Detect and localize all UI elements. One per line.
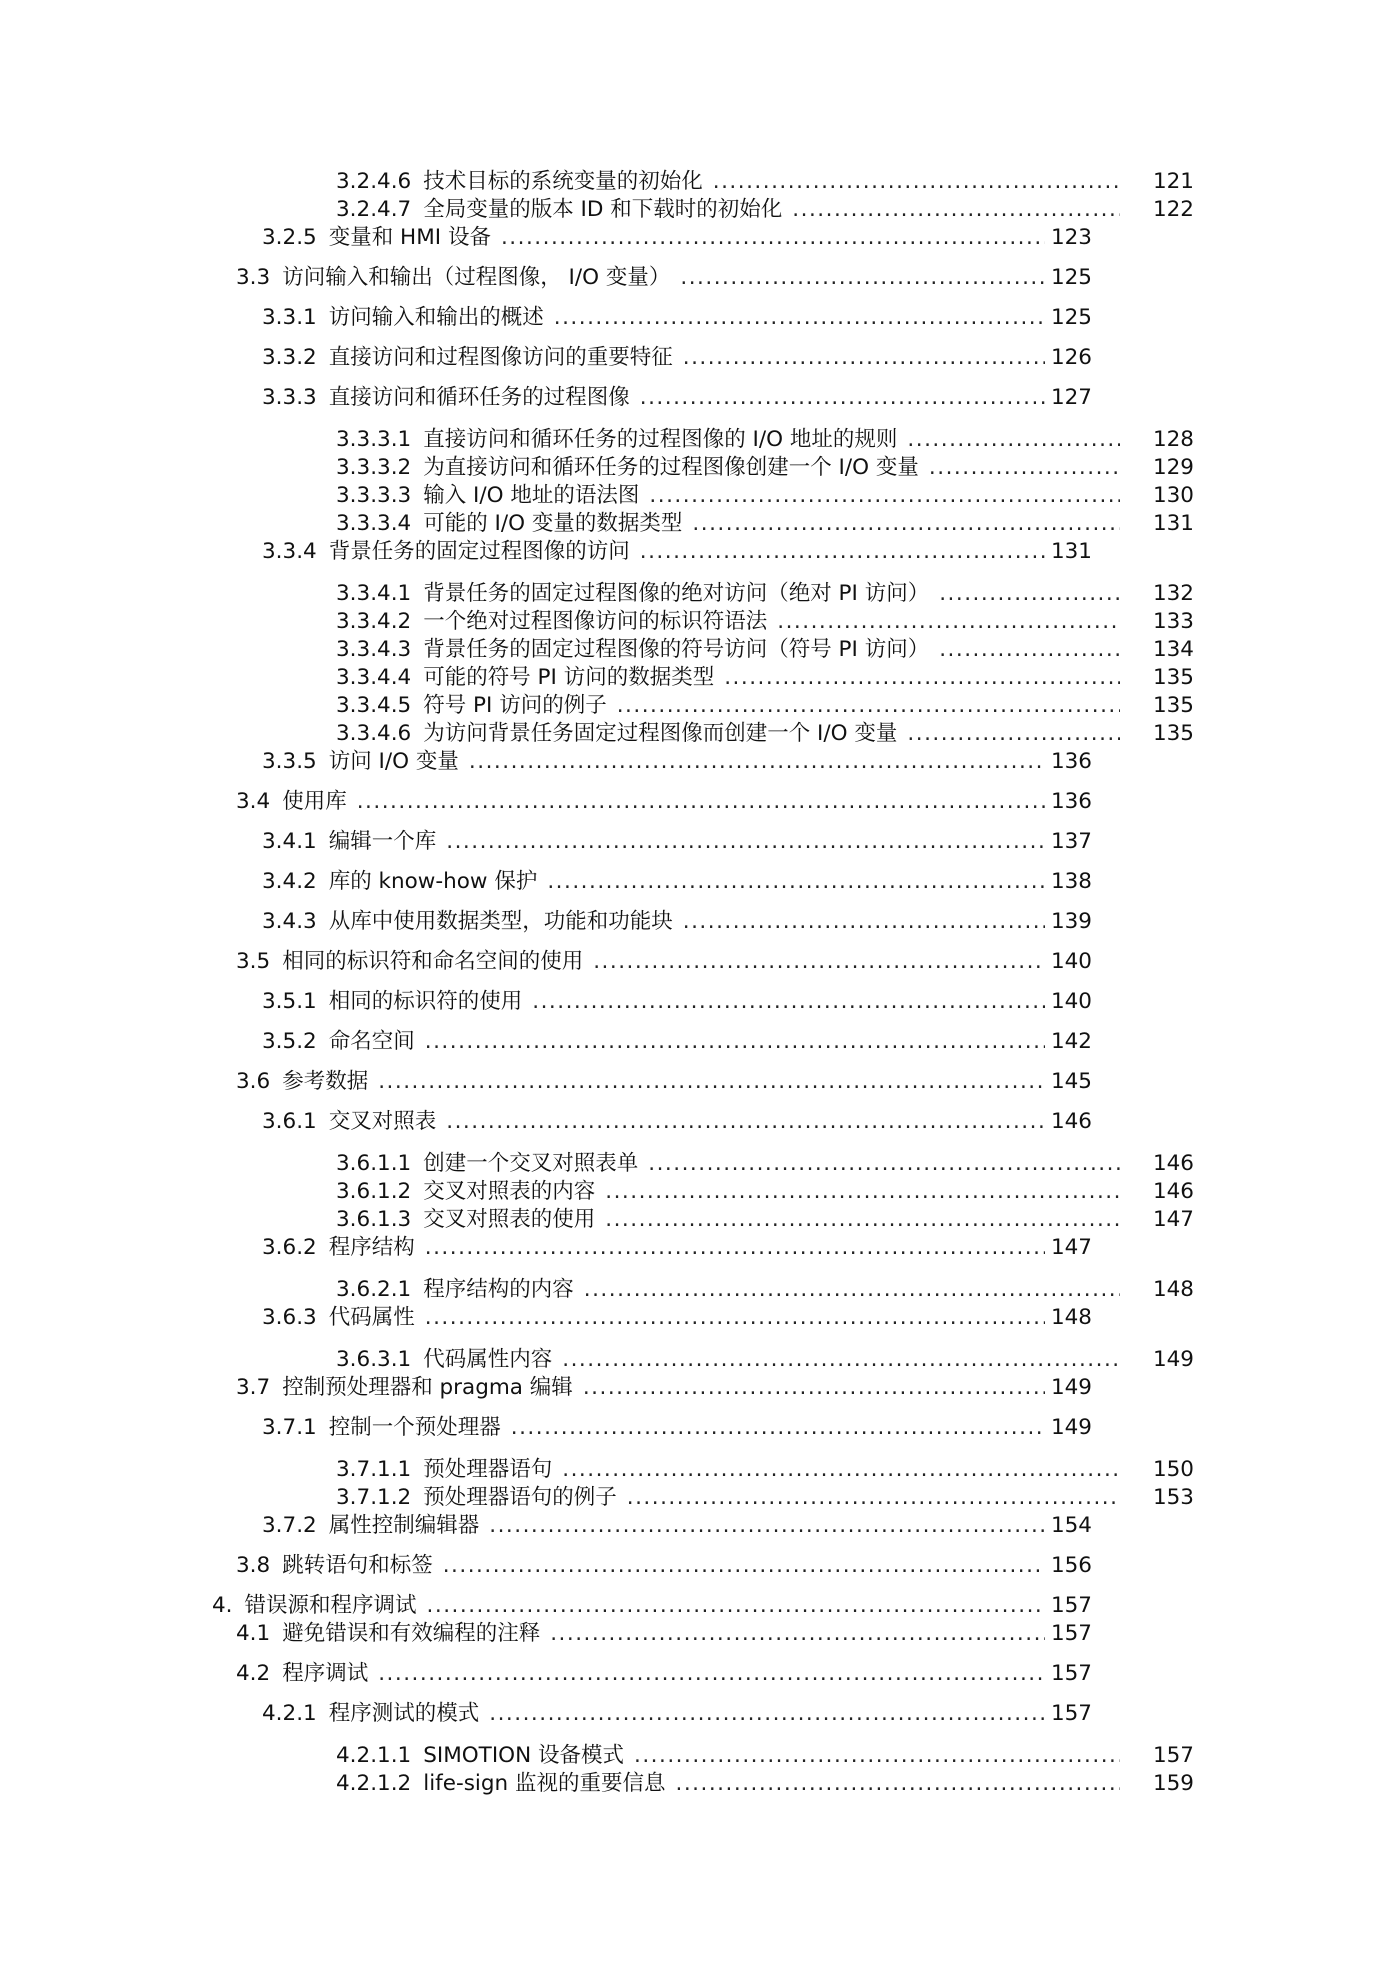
toc-entry-number: 3.7.1.1 [336, 1457, 412, 1482]
toc-entry-number: 3.7.1 [262, 1415, 317, 1440]
toc-entry[interactable] [236, 948, 1092, 976]
toc-entry-title: 交叉对照表的内容 [423, 1179, 596, 1204]
toc-entry-page-number: 154 [1050, 1513, 1092, 1538]
toc-entry[interactable] [236, 788, 1092, 816]
toc-entry-number: 3.3.4.4 [336, 665, 412, 690]
toc-entry[interactable] [336, 608, 1194, 636]
toc-entry-title: 库的 know-how 保护 [328, 869, 538, 894]
toc-entry-page-number: 135 [1152, 665, 1194, 690]
toc-entry-page-number: 125 [1050, 305, 1092, 330]
toc-entry-page-number: 159 [1152, 1771, 1194, 1796]
toc-entry[interactable] [336, 1484, 1194, 1512]
dot-leader [627, 1484, 1120, 1512]
toc-entry-page-number: 156 [1050, 1553, 1092, 1578]
toc-group [0, 1660, 1395, 1688]
toc-entry[interactable] [336, 1456, 1194, 1484]
toc-group [0, 344, 1395, 372]
toc-entry-title: 预处理器语句 [423, 1457, 553, 1482]
toc-entry[interactable] [336, 1150, 1194, 1178]
toc-entry-number: 3.3.3.4 [336, 511, 412, 536]
dot-leader [583, 1374, 1045, 1402]
toc-entry-number: 3.3.4.2 [336, 609, 412, 634]
toc-group [0, 1028, 1395, 1056]
toc-group [0, 1414, 1395, 1442]
toc-group [0, 828, 1395, 856]
toc-entry-page-number: 128 [1152, 427, 1194, 452]
toc-entry-page-number: 131 [1152, 511, 1194, 536]
dot-leader [489, 1512, 1045, 1540]
toc-entry-title: 程序结构的内容 [423, 1277, 574, 1302]
toc-entry-page-number: 121 [1152, 169, 1194, 194]
toc-entry-title: life-sign 监视的重要信息 [423, 1771, 666, 1796]
toc-entry-number: 4. [212, 1593, 233, 1618]
toc-entry-page-number: 126 [1050, 345, 1092, 370]
toc-entry-title: 背景任务的固定过程图像的符号访问（符号 PI 访问） [423, 637, 930, 662]
toc-entry-title: 相同的标识符和命名空间的使用 [282, 949, 584, 974]
toc-entry-title: 避免错误和有效编程的注释 [282, 1621, 541, 1646]
dot-leader [446, 1108, 1045, 1136]
toc-entry-number: 3.3.4 [262, 539, 317, 564]
toc-entry[interactable] [336, 426, 1194, 454]
toc-entry-page-number: 147 [1050, 1235, 1092, 1260]
toc-entry-title: 访问 I/O 变量 [328, 749, 459, 774]
dot-leader [713, 168, 1120, 196]
toc-entry-title: 可能的符号 PI 访问的数据类型 [423, 665, 715, 690]
toc-entry[interactable] [336, 510, 1194, 538]
toc-entry-page-number: 157 [1152, 1743, 1194, 1768]
toc-entry-title: 相同的标识符的使用 [328, 989, 523, 1014]
toc-entry-number: 3.3.4.6 [336, 721, 412, 746]
dot-leader [547, 868, 1045, 896]
toc-entry-title: 控制一个预处理器 [328, 1415, 501, 1440]
toc-entry-number: 3.6.3 [262, 1305, 317, 1330]
toc-entry-title: 跳转语句和标签 [282, 1553, 433, 1578]
toc-entry-number: 4.2 [236, 1661, 271, 1686]
toc-entry[interactable] [236, 1068, 1092, 1096]
toc-entry-page-number: 136 [1050, 789, 1092, 814]
toc-entry[interactable] [336, 692, 1194, 720]
toc-entry-number: 3.7 [236, 1375, 271, 1400]
toc-entry-title: 命名空间 [328, 1029, 415, 1054]
dot-leader [676, 1770, 1120, 1798]
toc-entry[interactable] [336, 1178, 1194, 1206]
table-of-contents [0, 168, 1395, 1798]
toc-entry-title: 符号 PI 访问的例子 [423, 693, 607, 718]
toc-entry-title: 直接访问和过程图像访问的重要特征 [328, 345, 673, 370]
toc-entry-page-number: 157 [1050, 1661, 1092, 1686]
dot-leader [907, 720, 1120, 748]
toc-entry-page-number: 130 [1152, 483, 1194, 508]
dot-leader [501, 224, 1045, 252]
toc-entry-number: 3.6.1.1 [336, 1151, 412, 1176]
toc-group [0, 168, 1395, 252]
toc-entry[interactable] [336, 1770, 1194, 1798]
toc-entry-number: 3.3.3 [262, 385, 317, 410]
toc-entry-title: 访问输入和输出的概述 [328, 305, 544, 330]
toc-entry[interactable] [262, 224, 1092, 252]
dot-leader [792, 196, 1120, 224]
toc-entry-page-number: 142 [1050, 1029, 1092, 1054]
toc-group [0, 426, 1395, 566]
toc-entry-number: 3.3.3.1 [336, 427, 412, 452]
dot-leader [443, 1552, 1045, 1580]
toc-entry-title: 使用库 [282, 789, 347, 814]
toc-entry[interactable] [336, 1346, 1194, 1374]
toc-entry-page-number: 127 [1050, 385, 1092, 410]
toc-entry-page-number: 137 [1050, 829, 1092, 854]
toc-entry-title: SIMOTION 设备模式 [423, 1743, 624, 1768]
toc-entry-page-number: 131 [1050, 539, 1092, 564]
toc-entry-number: 3.7.2 [262, 1513, 317, 1538]
toc-entry-title: 创建一个交叉对照表单 [423, 1151, 639, 1176]
toc-entry-title: 技术目标的系统变量的初始化 [423, 169, 703, 194]
toc-entry-title: 背景任务的固定过程图像的访问 [328, 539, 630, 564]
dot-leader [680, 264, 1045, 292]
toc-group [0, 304, 1395, 332]
toc-entry-title: 一个绝对过程图像访问的标识符语法 [423, 609, 768, 634]
toc-entry[interactable] [336, 1206, 1194, 1234]
dot-leader [939, 636, 1120, 664]
toc-entry-number: 3.4 [236, 789, 271, 814]
toc-entry-page-number: 129 [1152, 455, 1194, 480]
toc-group [0, 264, 1395, 292]
dot-leader [593, 948, 1045, 976]
toc-entry-page-number: 157 [1050, 1701, 1092, 1726]
toc-entry[interactable] [336, 482, 1194, 510]
toc-entry-page-number: 148 [1152, 1277, 1194, 1302]
toc-entry[interactable] [262, 1028, 1092, 1056]
toc-entry-title: 程序调试 [282, 1661, 369, 1686]
toc-entry-number: 3.3.4.3 [336, 637, 412, 662]
dot-leader [777, 608, 1120, 636]
dot-leader [554, 304, 1045, 332]
toc-entry[interactable] [262, 1700, 1092, 1728]
toc-entry-number: 3.6.1.3 [336, 1207, 412, 1232]
toc-entry-number: 3.4.1 [262, 829, 317, 854]
toc-group [0, 1456, 1395, 1540]
dot-leader [489, 1700, 1045, 1728]
toc-entry[interactable] [236, 1660, 1092, 1688]
toc-entry-page-number: 147 [1152, 1207, 1194, 1232]
dot-leader [605, 1178, 1120, 1206]
toc-entry-page-number: 140 [1050, 989, 1092, 1014]
toc-entry-number: 3.6.1.2 [336, 1179, 412, 1204]
toc-entry[interactable] [236, 264, 1092, 292]
toc-entry-page-number: 125 [1050, 265, 1092, 290]
toc-entry-title: 背景任务的固定过程图像的绝对访问（绝对 PI 访问） [423, 581, 930, 606]
toc-entry-number: 3.8 [236, 1553, 271, 1578]
dot-leader [648, 1150, 1120, 1178]
toc-entry-page-number: 150 [1152, 1457, 1194, 1482]
dot-leader [617, 692, 1120, 720]
toc-group [0, 868, 1395, 896]
toc-entry-page-number: 146 [1152, 1179, 1194, 1204]
toc-entry[interactable] [236, 1620, 1092, 1648]
toc-entry-page-number: 138 [1050, 869, 1092, 894]
toc-entry[interactable] [212, 1592, 1092, 1620]
dot-leader [511, 1414, 1045, 1442]
toc-entry-number: 3.6.1 [262, 1109, 317, 1134]
toc-group [0, 1276, 1395, 1332]
toc-entry-title: 参考数据 [282, 1069, 369, 1094]
toc-entry-number: 4.1 [236, 1621, 271, 1646]
dot-leader [929, 454, 1120, 482]
toc-entry-title: 程序测试的模式 [328, 1701, 480, 1726]
toc-entry-number: 3.3.5 [262, 749, 317, 774]
toc-entry-title: 交叉对照表 [328, 1109, 437, 1134]
dot-leader [425, 1234, 1045, 1262]
toc-entry-number: 3.6 [236, 1069, 271, 1094]
toc-group [0, 948, 1395, 976]
toc-entry[interactable] [336, 720, 1194, 748]
dot-leader [683, 908, 1045, 936]
toc-entry-title: 代码属性 [328, 1305, 415, 1330]
toc-entry[interactable] [262, 908, 1092, 936]
toc-entry-page-number: 134 [1152, 637, 1194, 662]
toc-entry[interactable] [262, 1108, 1092, 1136]
dot-leader [469, 748, 1045, 776]
toc-entry-page-number: 123 [1050, 225, 1092, 250]
toc-entry-title: 为访问背景任务固定过程图像而创建一个 I/O 变量 [423, 721, 898, 746]
toc-entry-title: 为直接访问和循环任务的过程图像创建一个 I/O 变量 [423, 455, 919, 480]
dot-leader [425, 1304, 1045, 1332]
dot-leader [378, 1660, 1045, 1688]
toc-entry-page-number: 145 [1050, 1069, 1092, 1094]
toc-entry[interactable] [262, 748, 1092, 776]
toc-entry-page-number: 133 [1152, 609, 1194, 634]
toc-entry-title: 属性控制编辑器 [328, 1513, 480, 1538]
toc-entry-number: 3.2.4.6 [336, 169, 412, 194]
toc-group [0, 384, 1395, 412]
toc-entry[interactable] [236, 1552, 1092, 1580]
toc-entry-number: 3.2.5 [262, 225, 317, 250]
toc-entry[interactable] [262, 384, 1092, 412]
dot-leader [683, 344, 1045, 372]
toc-entry-title: 直接访问和循环任务的过程图像 [328, 385, 630, 410]
toc-entry[interactable] [262, 344, 1092, 372]
toc-entry[interactable] [262, 988, 1092, 1016]
toc-entry-title: 访问输入和输出（过程图像， I/O 变量） [282, 265, 671, 290]
toc-entry-page-number: 149 [1050, 1415, 1092, 1440]
toc-entry-number: 4.2.1.2 [336, 1771, 412, 1796]
dot-leader [907, 426, 1120, 454]
toc-entry-page-number: 149 [1152, 1347, 1194, 1372]
toc-group [0, 788, 1395, 816]
toc-group [0, 988, 1395, 1016]
toc-entry-title: 程序结构 [328, 1235, 415, 1260]
dot-leader [378, 1068, 1045, 1096]
toc-entry-number: 3.3.3.3 [336, 483, 412, 508]
toc-entry-number: 3.7.1.2 [336, 1485, 412, 1510]
dot-leader [692, 510, 1120, 538]
toc-entry-page-number: 149 [1050, 1375, 1092, 1400]
toc-entry[interactable] [336, 1742, 1194, 1770]
toc-entry-number: 3.6.2.1 [336, 1277, 412, 1302]
toc-entry-page-number: 139 [1050, 909, 1092, 934]
dot-leader [640, 384, 1045, 412]
toc-entry-number: 4.2.1.1 [336, 1743, 412, 1768]
toc-entry-number: 4.2.1 [262, 1701, 317, 1726]
toc-entry[interactable] [262, 828, 1092, 856]
dot-leader [605, 1206, 1120, 1234]
toc-entry[interactable] [262, 1304, 1092, 1332]
toc-entry-title: 预处理器语句的例子 [423, 1485, 617, 1510]
toc-entry-page-number: 153 [1152, 1485, 1194, 1510]
toc-group [0, 1068, 1395, 1096]
toc-entry-number: 3.5 [236, 949, 271, 974]
toc-entry-number: 3.5.2 [262, 1029, 317, 1054]
dot-leader [427, 1592, 1045, 1620]
dot-leader [562, 1456, 1120, 1484]
toc-entry[interactable] [336, 664, 1194, 692]
toc-group [0, 1346, 1395, 1402]
toc-entry[interactable] [262, 304, 1092, 332]
toc-entry-number: 3.6.3.1 [336, 1347, 412, 1372]
toc-entry-title: 全局变量的版本 ID 和下载时的初始化 [423, 197, 783, 222]
dot-leader [532, 988, 1045, 1016]
toc-entry[interactable] [262, 1414, 1092, 1442]
toc-entry-number: 3.3.4.1 [336, 581, 412, 606]
toc-entry-number: 3.3.4.5 [336, 693, 412, 718]
dot-leader [425, 1028, 1045, 1056]
dot-leader [550, 1620, 1045, 1648]
toc-entry-title: 从库中使用数据类型，功能和功能块 [328, 909, 673, 934]
toc-entry-page-number: 135 [1152, 693, 1194, 718]
toc-entry-number: 3.3 [236, 265, 271, 290]
toc-group [0, 1742, 1395, 1798]
dot-leader [446, 828, 1045, 856]
toc-entry-page-number: 146 [1152, 1151, 1194, 1176]
toc-entry[interactable] [336, 1276, 1194, 1304]
toc-entry-title: 错误源和程序调试 [244, 1593, 417, 1618]
toc-entry-title: 控制预处理器和 pragma 编辑 [282, 1375, 573, 1400]
dot-leader [649, 482, 1120, 510]
toc-entry-number: 3.6.2 [262, 1235, 317, 1260]
toc-group [0, 580, 1395, 776]
toc-entry-number: 3.4.3 [262, 909, 317, 934]
toc-group [0, 1552, 1395, 1580]
toc-entry-title: 交叉对照表的使用 [423, 1207, 596, 1232]
toc-entry[interactable] [236, 1374, 1092, 1402]
toc-entry-number: 3.4.2 [262, 869, 317, 894]
toc-entry-number: 3.3.3.2 [336, 455, 412, 480]
dot-leader [584, 1276, 1120, 1304]
toc-entry-page-number: 135 [1152, 721, 1194, 746]
toc-entry-number: 3.3.2 [262, 345, 317, 370]
toc-group [0, 1150, 1395, 1262]
toc-entry[interactable] [336, 636, 1194, 664]
toc-entry-page-number: 157 [1050, 1621, 1092, 1646]
dot-leader [939, 580, 1120, 608]
toc-entry-page-number: 140 [1050, 949, 1092, 974]
toc-entry-page-number: 132 [1152, 581, 1194, 606]
toc-entry-number: 3.3.1 [262, 305, 317, 330]
dot-leader [724, 664, 1120, 692]
toc-entry[interactable] [262, 868, 1092, 896]
toc-entry-title: 代码属性内容 [423, 1347, 553, 1372]
toc-entry-title: 编辑一个库 [328, 829, 437, 854]
toc-entry[interactable] [262, 1512, 1092, 1540]
toc-entry-title: 直接访问和循环任务的过程图像的 I/O 地址的规则 [423, 427, 898, 452]
toc-entry[interactable] [336, 168, 1194, 196]
dot-leader [634, 1742, 1120, 1770]
toc-entry-title: 输入 I/O 地址的语法图 [423, 483, 640, 508]
toc-group [0, 1108, 1395, 1136]
toc-entry-page-number: 136 [1050, 749, 1092, 774]
toc-entry[interactable] [336, 454, 1194, 482]
toc-entry-title: 变量和 HMI 设备 [328, 225, 491, 250]
toc-entry-title: 可能的 I/O 变量的数据类型 [423, 511, 683, 536]
toc-entry-page-number: 122 [1152, 197, 1194, 222]
toc-entry[interactable] [336, 580, 1194, 608]
dot-leader [357, 788, 1045, 816]
toc-entry-page-number: 148 [1050, 1305, 1092, 1330]
toc-entry-page-number: 157 [1050, 1593, 1092, 1618]
toc-entry[interactable] [336, 196, 1194, 224]
toc-group [0, 908, 1395, 936]
toc-entry-number: 3.2.4.7 [336, 197, 412, 222]
toc-entry[interactable] [262, 538, 1092, 566]
dot-leader [640, 538, 1045, 566]
toc-group [0, 1592, 1395, 1648]
toc-group [0, 1700, 1395, 1728]
toc-entry[interactable] [262, 1234, 1092, 1262]
dot-leader [562, 1346, 1120, 1374]
toc-entry-page-number: 146 [1050, 1109, 1092, 1134]
toc-entry-number: 3.5.1 [262, 989, 317, 1014]
